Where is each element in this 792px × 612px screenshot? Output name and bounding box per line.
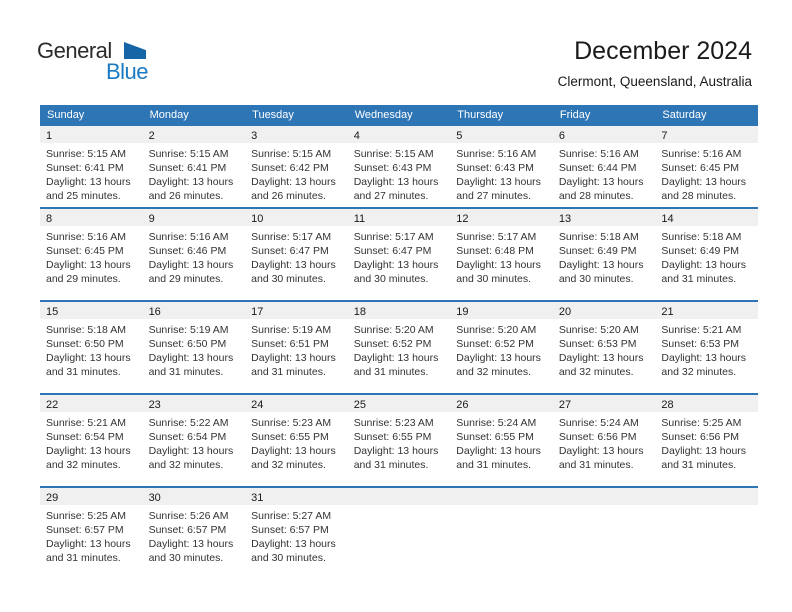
day-info (245, 226, 348, 286)
day-number-strip (40, 126, 143, 143)
sunset-text: Sunset: 6:49 PM (558, 245, 637, 257)
daylight-text: Daylight: 13 hours and 29 minutes. (148, 259, 234, 285)
daylight-text: Daylight: 13 hours and 31 minutes. (558, 445, 644, 471)
sunset-text: Sunset: 6:46 PM (148, 245, 227, 257)
general-blue-logo (37, 38, 157, 86)
day-info (553, 226, 656, 286)
day-number-strip (245, 126, 348, 143)
day-number-strip (450, 126, 553, 143)
day-number: 22 (46, 399, 59, 411)
day-cell-empty (655, 488, 758, 579)
day-number-strip (245, 395, 348, 412)
day-info (143, 505, 246, 565)
sunrise-text: Sunrise: 5:22 AM (148, 417, 229, 429)
daylight-text: Daylight: 13 hours and 32 minutes. (251, 445, 336, 471)
daylight-text: Daylight: 13 hours and 28 minutes. (661, 176, 747, 202)
day-cell-22 (40, 395, 143, 486)
sunrise-text: Sunrise: 5:15 AM (251, 148, 332, 160)
daylight-text: Daylight: 13 hours and 32 minutes. (148, 445, 234, 471)
day-info (245, 319, 348, 379)
day-cell-7 (655, 126, 758, 207)
sunrise-text: Sunrise: 5:16 AM (456, 148, 537, 160)
sunrise-text: Sunrise: 5:23 AM (251, 417, 332, 429)
day-number-strip (143, 488, 246, 505)
daylight-text: Daylight: 13 hours and 29 minutes. (46, 259, 131, 285)
daylight-text: Daylight: 13 hours and 30 minutes. (251, 259, 336, 285)
week-row (40, 207, 758, 300)
sunset-text: Sunset: 6:41 PM (46, 162, 124, 174)
day-number-strip (348, 395, 451, 412)
daylight-text: Daylight: 13 hours and 32 minutes. (661, 352, 747, 378)
sunrise-text: Sunrise: 5:15 AM (148, 148, 229, 160)
day-number: 31 (251, 492, 264, 504)
daylight-text: Daylight: 13 hours and 31 minutes. (661, 259, 747, 285)
day-info (553, 319, 656, 379)
sunset-text: Sunset: 6:57 PM (148, 524, 227, 536)
day-info (245, 412, 348, 472)
day-cell-empty (450, 488, 553, 579)
sunrise-text: Sunrise: 5:17 AM (353, 231, 434, 243)
calendar-grid (40, 105, 758, 579)
daylight-text: Daylight: 13 hours and 31 minutes. (353, 445, 439, 471)
sunrise-text: Sunrise: 5:16 AM (558, 148, 639, 160)
day-cell-13 (553, 209, 656, 300)
sunset-text: Sunset: 6:44 PM (558, 162, 637, 174)
day-cell-30 (143, 488, 246, 579)
day-number: 2 (148, 130, 155, 142)
day-info (40, 226, 143, 286)
day-number-strip (655, 302, 758, 319)
daylight-text: Daylight: 13 hours and 30 minutes. (456, 259, 541, 285)
day-info (348, 143, 451, 203)
day-number-strip (553, 126, 656, 143)
day-info (450, 319, 553, 379)
day-info (655, 226, 758, 286)
day-cell-29 (40, 488, 143, 579)
day-info (348, 319, 451, 379)
day-number: 6 (558, 130, 565, 142)
day-number-strip (245, 302, 348, 319)
daylight-text: Daylight: 13 hours and 30 minutes. (353, 259, 439, 285)
day-info (655, 319, 758, 379)
day-cell-3 (245, 126, 348, 207)
sunset-text: Sunset: 6:51 PM (251, 338, 329, 350)
sunrise-text: Sunrise: 5:20 AM (353, 324, 434, 336)
day-number: 10 (251, 213, 264, 225)
logo-text-general: General (37, 38, 112, 63)
sunset-text: Sunset: 6:49 PM (661, 245, 740, 257)
day-cell-2 (143, 126, 246, 207)
calendar-weeks (40, 126, 758, 579)
day-number: 29 (46, 492, 59, 504)
day-number: 9 (148, 213, 155, 225)
day-cell-31 (245, 488, 348, 579)
sunrise-text: Sunrise: 5:24 AM (558, 417, 639, 429)
day-number: 28 (661, 399, 674, 411)
weekday-header-wednesday: Wednesday (354, 109, 413, 121)
day-number: 30 (148, 492, 161, 504)
day-number: 13 (558, 213, 572, 225)
sunrise-text: Sunrise: 5:18 AM (46, 324, 126, 336)
logo-text-blue: Blue (106, 59, 149, 84)
day-number: 12 (456, 213, 469, 225)
day-cell-28 (655, 395, 758, 486)
day-number-strip (553, 209, 656, 226)
day-number-strip (40, 488, 143, 505)
page-title: December 2024 (574, 37, 752, 65)
daylight-text: Daylight: 13 hours and 32 minutes. (46, 445, 131, 471)
day-number: 1 (46, 130, 53, 142)
sunset-text: Sunset: 6:53 PM (661, 338, 740, 350)
daylight-text: Daylight: 13 hours and 31 minutes. (353, 352, 439, 378)
day-number-strip (655, 395, 758, 412)
daylight-text: Daylight: 13 hours and 31 minutes. (456, 445, 541, 471)
sunrise-text: Sunrise: 5:24 AM (456, 417, 537, 429)
day-number: 17 (251, 306, 264, 318)
sunset-text: Sunset: 6:42 PM (251, 162, 329, 174)
day-number: 16 (148, 306, 161, 318)
sunset-text: Sunset: 6:50 PM (148, 338, 227, 350)
day-number-strip (348, 302, 451, 319)
day-info (40, 143, 143, 203)
daylight-text: Daylight: 13 hours and 27 minutes. (353, 176, 439, 202)
day-info (655, 143, 758, 203)
sunset-text: Sunset: 6:55 PM (456, 431, 534, 443)
sunrise-text: Sunrise: 5:25 AM (661, 417, 742, 429)
daylight-text: Daylight: 13 hours and 31 minutes. (46, 538, 131, 564)
sunrise-text: Sunrise: 5:16 AM (661, 148, 742, 160)
day-number-strip (143, 126, 246, 143)
sunset-text: Sunset: 6:57 PM (251, 524, 329, 536)
day-number-strip (348, 488, 451, 505)
day-cell-25 (348, 395, 451, 486)
day-cell-6 (553, 126, 656, 207)
day-info (553, 412, 656, 472)
week-row (40, 393, 758, 486)
sunset-text: Sunset: 6:56 PM (661, 431, 740, 443)
day-cell-9 (143, 209, 246, 300)
day-number: 27 (558, 399, 572, 411)
day-number: 24 (251, 399, 264, 411)
daylight-text: Daylight: 13 hours and 27 minutes. (456, 176, 541, 202)
sunset-text: Sunset: 6:54 PM (148, 431, 227, 443)
weekday-header-row (40, 105, 758, 126)
day-number-strip (553, 302, 656, 319)
day-number: 11 (353, 213, 366, 225)
sunset-text: Sunset: 6:43 PM (353, 162, 432, 174)
sunrise-text: Sunrise: 5:23 AM (353, 417, 434, 429)
daylight-text: Daylight: 13 hours and 31 minutes. (46, 352, 131, 378)
day-number-strip (450, 302, 553, 319)
day-number-strip (450, 488, 553, 505)
sunset-text: Sunset: 6:48 PM (456, 245, 534, 257)
day-number-strip (655, 126, 758, 143)
day-cell-17 (245, 302, 348, 393)
day-number: 4 (353, 130, 360, 142)
sunrise-text: Sunrise: 5:15 AM (46, 148, 126, 160)
weekday-header-thursday: Thursday (457, 109, 504, 121)
day-number: 23 (148, 399, 161, 411)
day-info (245, 143, 348, 203)
day-number: 5 (456, 130, 463, 142)
week-row (40, 486, 758, 579)
day-cell-15 (40, 302, 143, 393)
day-number-strip (450, 209, 553, 226)
daylight-text: Daylight: 13 hours and 31 minutes. (148, 352, 234, 378)
sunset-text: Sunset: 6:52 PM (353, 338, 432, 350)
daylight-text: Daylight: 13 hours and 31 minutes. (661, 445, 747, 471)
day-number: 3 (251, 130, 258, 142)
sunset-text: Sunset: 6:55 PM (251, 431, 329, 443)
day-cell-4 (348, 126, 451, 207)
day-info (143, 412, 246, 472)
day-number-strip (450, 395, 553, 412)
day-info (450, 143, 553, 203)
day-info (655, 412, 758, 472)
sunrise-text: Sunrise: 5:25 AM (46, 510, 126, 522)
sunrise-text: Sunrise: 5:16 AM (46, 231, 126, 243)
day-number: 7 (661, 130, 668, 142)
day-number: 19 (456, 306, 469, 318)
day-info (143, 319, 246, 379)
daylight-text: Daylight: 13 hours and 28 minutes. (558, 176, 644, 202)
sunset-text: Sunset: 6:47 PM (251, 245, 329, 257)
title-block (252, 36, 752, 89)
sunrise-text: Sunrise: 5:27 AM (251, 510, 332, 522)
sunrise-text: Sunrise: 5:17 AM (251, 231, 332, 243)
sunset-text: Sunset: 6:45 PM (661, 162, 740, 174)
day-cell-8 (40, 209, 143, 300)
day-number: 15 (46, 306, 59, 318)
week-row (40, 300, 758, 393)
day-cell-27 (553, 395, 656, 486)
day-number-strip (553, 488, 656, 505)
weekday-header-tuesday: Tuesday (252, 109, 294, 121)
day-number-strip (348, 209, 451, 226)
sunrise-text: Sunrise: 5:15 AM (353, 148, 434, 160)
day-info (450, 226, 553, 286)
sunset-text: Sunset: 6:56 PM (558, 431, 637, 443)
sunset-text: Sunset: 6:53 PM (558, 338, 637, 350)
day-cell-14 (655, 209, 758, 300)
sunset-text: Sunset: 6:50 PM (46, 338, 124, 350)
day-cell-26 (450, 395, 553, 486)
day-cell-5 (450, 126, 553, 207)
daylight-text: Daylight: 13 hours and 32 minutes. (456, 352, 541, 378)
sunset-text: Sunset: 6:57 PM (46, 524, 124, 536)
day-number-strip (40, 209, 143, 226)
day-number: 20 (558, 306, 572, 318)
sunset-text: Sunset: 6:45 PM (46, 245, 124, 257)
day-number-strip (245, 209, 348, 226)
sunrise-text: Sunrise: 5:21 AM (661, 324, 742, 336)
sunset-text: Sunset: 6:43 PM (456, 162, 534, 174)
sunrise-text: Sunrise: 5:18 AM (558, 231, 639, 243)
sunrise-text: Sunrise: 5:17 AM (456, 231, 537, 243)
weekday-header-sunday: Sunday (47, 109, 85, 121)
sunrise-text: Sunrise: 5:20 AM (558, 324, 639, 336)
day-info (348, 226, 451, 286)
sunset-text: Sunset: 6:54 PM (46, 431, 124, 443)
daylight-text: Daylight: 13 hours and 30 minutes. (148, 538, 234, 564)
day-cell-10 (245, 209, 348, 300)
day-cell-1 (40, 126, 143, 207)
weekday-header-monday: Monday (149, 109, 189, 121)
day-info (553, 143, 656, 203)
day-cell-23 (143, 395, 246, 486)
day-number-strip (553, 395, 656, 412)
logo-triangle-icon (124, 42, 146, 59)
daylight-text: Daylight: 13 hours and 26 minutes. (148, 176, 234, 202)
weekday-header-friday: Friday (559, 109, 591, 121)
day-cell-21 (655, 302, 758, 393)
day-info (450, 412, 553, 472)
page-subtitle: Clermont, Queensland, Australia (557, 74, 752, 89)
sunrise-text: Sunrise: 5:26 AM (148, 510, 229, 522)
day-number-strip (143, 209, 246, 226)
sunrise-text: Sunrise: 5:18 AM (661, 231, 742, 243)
day-info (143, 226, 246, 286)
daylight-text: Daylight: 13 hours and 26 minutes. (251, 176, 336, 202)
day-cell-20 (553, 302, 656, 393)
day-info (245, 505, 348, 565)
day-cell-16 (143, 302, 246, 393)
day-info (40, 319, 143, 379)
sunrise-text: Sunrise: 5:19 AM (251, 324, 332, 336)
day-cell-12 (450, 209, 553, 300)
day-number: 25 (353, 399, 366, 411)
day-number-strip (143, 395, 246, 412)
sunrise-text: Sunrise: 5:16 AM (148, 231, 229, 243)
day-number-strip (348, 126, 451, 143)
daylight-text: Daylight: 13 hours and 31 minutes. (251, 352, 336, 378)
day-number: 21 (661, 306, 674, 318)
weekday-header-saturday: Saturday (662, 109, 707, 121)
day-number-strip (143, 302, 246, 319)
day-number-strip (40, 302, 143, 319)
day-number-strip (655, 209, 758, 226)
sunset-text: Sunset: 6:55 PM (353, 431, 432, 443)
week-row (40, 126, 758, 207)
day-info (143, 143, 246, 203)
day-cell-empty (348, 488, 451, 579)
daylight-text: Daylight: 13 hours and 30 minutes. (558, 259, 644, 285)
day-number-strip (245, 488, 348, 505)
day-number: 14 (661, 213, 674, 225)
daylight-text: Daylight: 13 hours and 30 minutes. (251, 538, 336, 564)
day-cell-11 (348, 209, 451, 300)
day-number-strip (655, 488, 758, 505)
day-info (40, 505, 143, 565)
day-cell-19 (450, 302, 553, 393)
sunrise-text: Sunrise: 5:21 AM (46, 417, 126, 429)
day-info (40, 412, 143, 472)
day-cell-18 (348, 302, 451, 393)
day-cell-24 (245, 395, 348, 486)
sunrise-text: Sunrise: 5:20 AM (456, 324, 537, 336)
day-cell-empty (553, 488, 656, 579)
day-number: 18 (353, 306, 366, 318)
day-number-strip (40, 395, 143, 412)
day-info (348, 412, 451, 472)
day-number: 8 (46, 213, 53, 225)
sunset-text: Sunset: 6:41 PM (148, 162, 227, 174)
daylight-text: Daylight: 13 hours and 25 minutes. (46, 176, 131, 202)
daylight-text: Daylight: 13 hours and 32 minutes. (558, 352, 644, 378)
sunrise-text: Sunrise: 5:19 AM (148, 324, 229, 336)
day-number: 26 (456, 399, 469, 411)
sunset-text: Sunset: 6:47 PM (353, 245, 432, 257)
sunset-text: Sunset: 6:52 PM (456, 338, 534, 350)
